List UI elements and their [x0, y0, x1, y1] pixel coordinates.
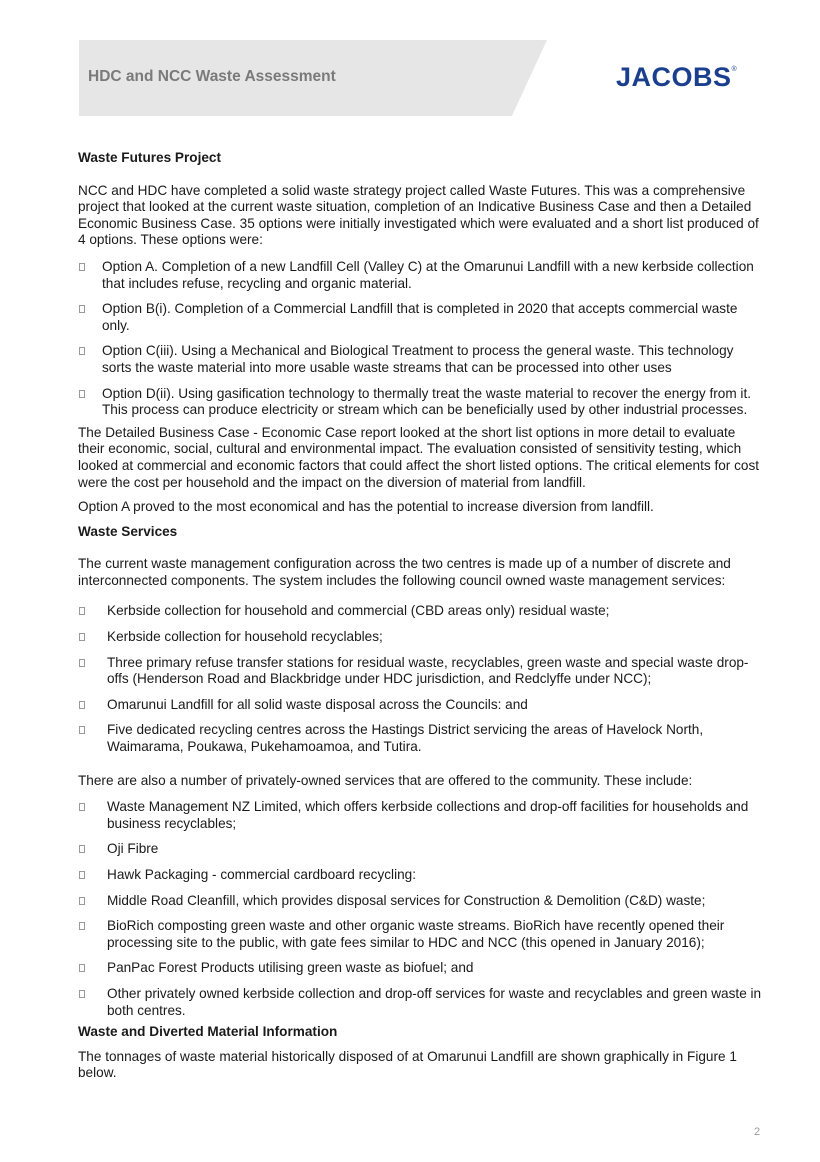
list-item: Three primary refuse transfer stations for residual waste, recyclables, green waste and special waste drop-offs (Henderson Road and Blackbridge under HDC jurisdiction, and Redclyffe under NCC);	[78, 655, 762, 688]
list-item: BioRich composting green waste and other organic waste streams. BioRich have recently opened their processing site to the public, with gate fees similar to HDC and NCC (this opened in January 2016);	[78, 918, 762, 951]
list-item: Option C(iii). Using a Mechanical and Biological Treatment to process the general waste. This technology sorts the waste material into more usable waste streams that can be processed into other uses	[78, 343, 762, 376]
list-item: Oji Fibre	[78, 841, 762, 858]
private-services-list	[78, 799, 762, 1019]
list-item: Waste Management NZ Limited, which offers kerbside collections and drop-off facilities for households and business recyclables;	[78, 799, 762, 832]
section-heading-waste-services: Waste Services	[78, 523, 178, 539]
list-item: Kerbside collection for household recyclables;	[78, 629, 762, 646]
diverted-material-paragraph: The tonnages of waste material historically disposed of at Omarunui Landfill are shown graphically in Figure 1 below.	[78, 1048, 737, 1081]
list-item: Kerbside collection for household and commercial (CBD areas only) residual waste;	[78, 603, 762, 620]
waste-services-intro: The current waste management configuration across the two centres is made up of a number of discrete and interconnected components. The system includes the following council owned waste management services:	[78, 556, 731, 588]
private-services-intro: There are also a number of privately-owned services that are offered to the community. These include:	[78, 772, 693, 788]
jacobs-logo	[616, 62, 737, 93]
list-item: Hawk Packaging - commercial cardboard recycling:	[78, 867, 762, 884]
list-item: Five dedicated recycling centres across the Hastings District servicing the areas of Havelock North, Waimarama, Poukawa, Pukehamoamoa, and Tutira.	[78, 722, 762, 755]
document-title: HDC and NCC Waste Assessment	[88, 68, 336, 85]
section-heading-diverted-material: Waste and Diverted Material Information	[78, 1024, 338, 1040]
list-item: PanPac Forest Products utilising green waste as biofuel; and	[78, 960, 762, 977]
list-item: Option A. Completion of a new Landfill Cell (Valley C) at the Omarunui Landfill with a new kerbside collection that includes refuse, recycling and organic material.	[78, 259, 762, 292]
page-content	[78, 150, 762, 1082]
list-item: Middle Road Cleanfill, which provides disposal services for Construction & Demolition (C&D) waste;	[78, 893, 762, 910]
option-a-conclusion: Option A proved to the most economical and has the potential to increase diversion from landfill.	[78, 499, 654, 515]
page-number: 2	[754, 1126, 761, 1138]
section-heading-waste-futures: Waste Futures Project	[78, 150, 222, 165]
council-services-list	[78, 603, 762, 755]
economic-case-paragraph: The Detailed Business Case - Economic Case report looked at the short list options in more detail to evaluate their economic, social, cultural and environmental impact. The evaluation consisted of sensitivity testing, which looked at commercial and economic factors that could affect the short listed options. The critical elements for cost were the cost per household and the impact on the diversion of material from landfill.	[78, 424, 760, 490]
options-list	[78, 259, 762, 419]
list-item: Option B(i). Completion of a Commercial Landfill that is completed in 2020 that accepts commercial waste only.	[78, 301, 762, 334]
list-item: Omarunui Landfill for all solid waste disposal across the Councils: and	[78, 697, 762, 714]
waste-futures-intro: NCC and HDC have completed a solid waste strategy project called Waste Futures. This was a comprehensive project that looked at the current waste situation, completion of an Indicative Business Case and then a Detailed Economic Business Case. 35 options were initially investigated which were evaluated and a short list produced of 4 options. These options were:	[78, 182, 759, 248]
list-item: Other privately owned kerbside collection and drop-off services for waste and recyclables and green waste in both centres.	[78, 986, 762, 1019]
logo-text: JACOBS	[616, 62, 732, 92]
registered-mark: ®	[731, 66, 738, 73]
list-item: Option D(ii). Using gasification technology to thermally treat the waste material to recover the energy from it. This process can produce electricity or stream which can be beneficially used by other industrial processes.	[78, 386, 762, 419]
